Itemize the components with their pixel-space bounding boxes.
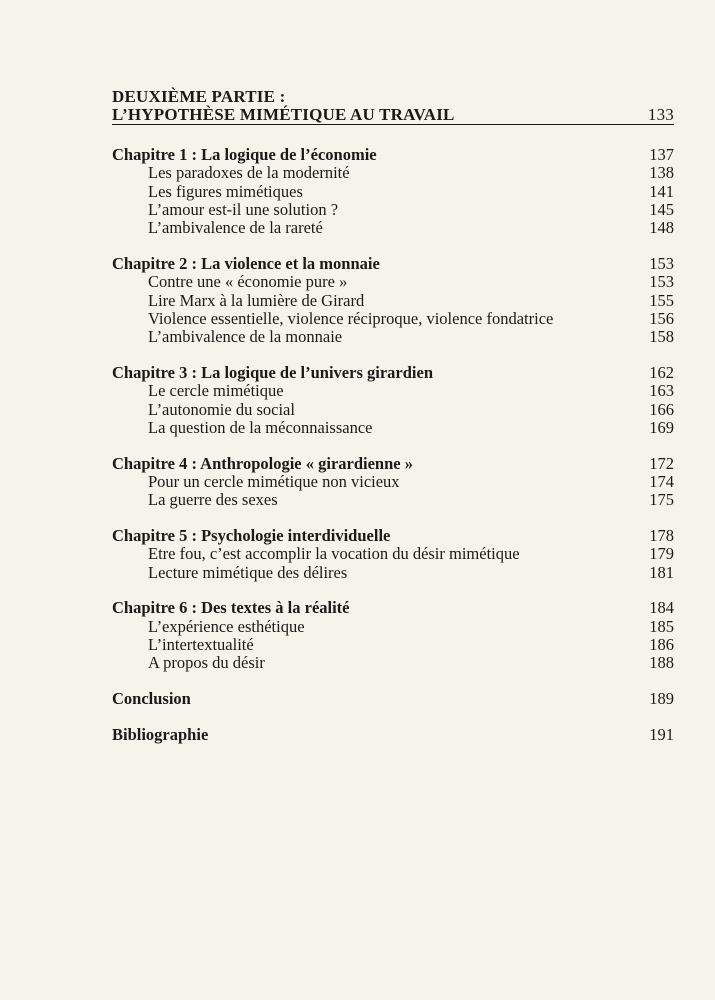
section-title: Lire Marx à la lumière de Girard bbox=[148, 290, 365, 310]
chapter-page: 172 bbox=[649, 453, 674, 473]
section-page: 141 bbox=[649, 181, 674, 201]
section-row bbox=[112, 219, 674, 237]
section-row bbox=[112, 419, 674, 437]
section-title: L’expérience esthétique bbox=[148, 616, 305, 636]
chapter-3-row bbox=[112, 364, 674, 382]
section-row bbox=[112, 164, 674, 182]
section-page: 186 bbox=[649, 635, 674, 655]
part-heading-line1: DEUXIÈME PARTIE : bbox=[112, 87, 286, 106]
chapter-title: Chapitre 5 : Psychologie interdividuelle bbox=[112, 526, 391, 546]
section-row bbox=[112, 328, 674, 346]
spacer bbox=[112, 346, 674, 364]
section-title: Lecture mimétique des délires bbox=[148, 562, 348, 582]
part-heading-line2: L’HYPOTHÈSE MIMÉTIQUE AU TRAVAIL bbox=[112, 105, 455, 124]
section-page: 188 bbox=[649, 653, 674, 673]
part-heading-rule bbox=[112, 124, 674, 125]
section-row bbox=[112, 491, 674, 509]
chapter-5-row bbox=[112, 527, 674, 545]
spacer bbox=[112, 437, 674, 455]
chapter-title: Chapitre 6 : Des textes à la réalité bbox=[112, 598, 350, 618]
section-title: Pour un cercle mimétique non vicieux bbox=[148, 471, 400, 491]
section-page: 145 bbox=[649, 199, 674, 219]
part-heading bbox=[112, 88, 674, 124]
section-page: 155 bbox=[649, 290, 674, 310]
section-title: L’ambivalence de la rareté bbox=[148, 218, 323, 238]
section-page: 174 bbox=[649, 471, 674, 491]
chapter-title: Chapitre 2 : La violence et la monnaie bbox=[112, 253, 380, 273]
section-title: L’amour est-il une solution ? bbox=[148, 199, 339, 219]
section-page: 179 bbox=[649, 544, 674, 564]
section-title: L’autonomie du social bbox=[148, 399, 295, 419]
bibliographie-title: Bibliographie bbox=[112, 724, 209, 744]
section-title: A propos du désir bbox=[148, 653, 265, 673]
conclusion-title: Conclusion bbox=[112, 689, 191, 709]
conclusion-page: 189 bbox=[649, 689, 674, 709]
section-row bbox=[112, 310, 674, 328]
section-title: Violence essentielle, violence réciproque, violence fondatrice bbox=[148, 308, 554, 328]
section-title: La guerre des sexes bbox=[148, 490, 278, 510]
chapter-page: 162 bbox=[649, 362, 674, 382]
table-of-contents bbox=[112, 146, 674, 744]
bibliographie-row bbox=[112, 726, 674, 744]
section-row bbox=[112, 382, 674, 400]
section-title: Etre fou, c’est accomplir la vocation du désir mimétique bbox=[148, 544, 520, 564]
chapter-title: Chapitre 3 : La logique de l’univers girardien bbox=[112, 362, 433, 382]
section-title: Le cercle mimétique bbox=[148, 381, 284, 401]
chapter-title: Chapitre 4 : Anthropologie « girardienne » bbox=[112, 453, 413, 473]
section-page: 163 bbox=[649, 381, 674, 401]
section-row bbox=[112, 201, 674, 219]
section-row bbox=[112, 292, 674, 310]
chapter-6-row bbox=[112, 599, 674, 617]
section-title: L’intertextualité bbox=[148, 635, 254, 655]
spacer bbox=[112, 673, 674, 691]
section-row bbox=[112, 401, 674, 419]
chapter-4-row bbox=[112, 455, 674, 473]
section-row bbox=[112, 618, 674, 636]
section-row bbox=[112, 564, 674, 582]
section-title: L’ambivalence de la monnaie bbox=[148, 327, 343, 347]
section-page: 169 bbox=[649, 417, 674, 437]
section-page: 156 bbox=[649, 308, 674, 328]
section-row bbox=[112, 654, 674, 672]
section-page: 181 bbox=[649, 562, 674, 582]
section-page: 185 bbox=[649, 616, 674, 636]
toc-page bbox=[112, 0, 674, 1000]
chapter-1-row bbox=[112, 146, 674, 164]
conclusion-row bbox=[112, 690, 674, 708]
section-row bbox=[112, 636, 674, 654]
section-page: 148 bbox=[649, 218, 674, 238]
chapter-page: 184 bbox=[649, 598, 674, 618]
section-page: 138 bbox=[649, 163, 674, 183]
chapter-title: Chapitre 1 : La logique de l’économie bbox=[112, 145, 377, 164]
section-page: 175 bbox=[649, 490, 674, 510]
section-row bbox=[112, 273, 674, 291]
chapter-page: 153 bbox=[649, 253, 674, 273]
spacer bbox=[112, 708, 674, 726]
bibliographie-page: 191 bbox=[649, 724, 674, 744]
section-row bbox=[112, 545, 674, 563]
section-page: 166 bbox=[649, 399, 674, 419]
section-title: Contre une « économie pure » bbox=[148, 272, 348, 292]
spacer bbox=[112, 237, 674, 255]
chapter-page: 137 bbox=[649, 145, 674, 164]
spacer bbox=[112, 582, 674, 600]
section-row bbox=[112, 473, 674, 491]
chapter-2-row bbox=[112, 255, 674, 273]
spacer bbox=[112, 510, 674, 528]
part-page-number: 133 bbox=[647, 105, 674, 124]
section-title: La question de la méconnaissance bbox=[148, 417, 373, 437]
section-title: Les paradoxes de la modernité bbox=[148, 163, 350, 183]
section-page: 153 bbox=[649, 272, 674, 292]
chapter-page: 178 bbox=[649, 526, 674, 546]
section-title: Les figures mimétiques bbox=[148, 181, 303, 201]
section-row bbox=[112, 183, 674, 201]
section-page: 158 bbox=[649, 327, 674, 347]
